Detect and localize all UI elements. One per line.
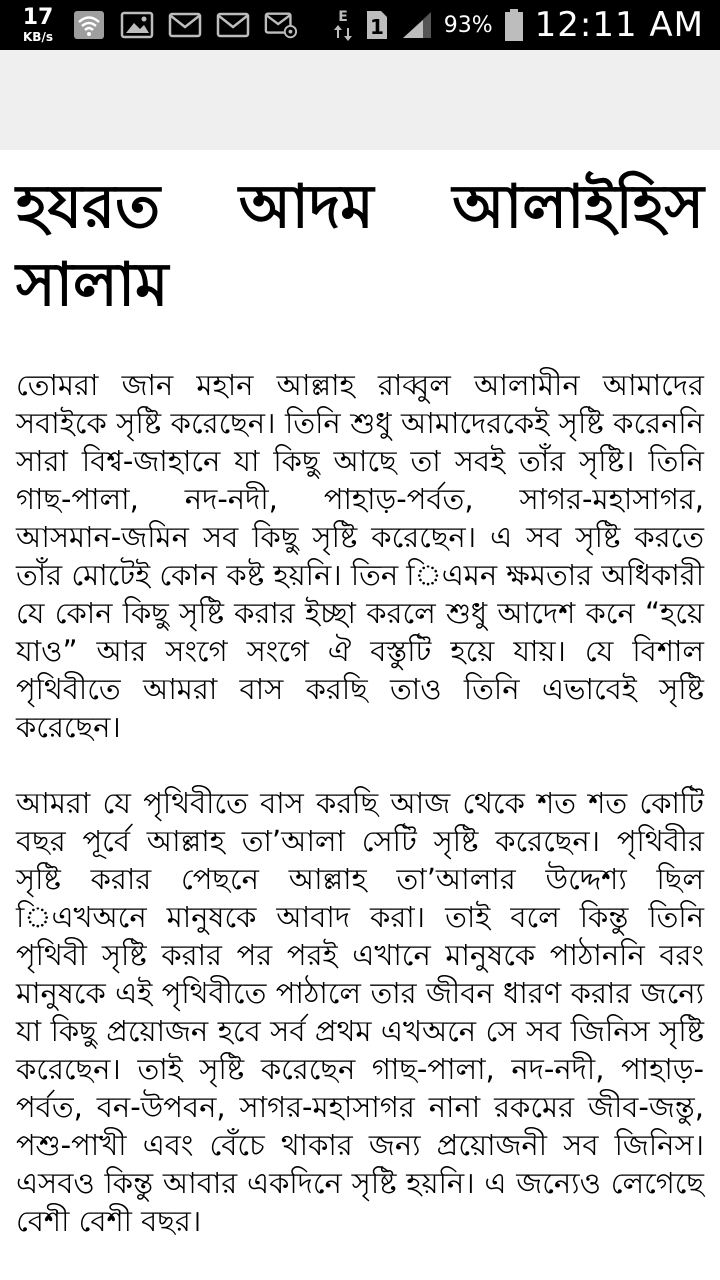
article-paragraph: তোমরা জান মহান আল্লাহ রাব্বুল আলামীন আমাদের সবাইকে সৃষ্টি করেছেন। তিনি শুধু আমাদেরকেই সৃষ্টি করেননি সারা বিশ্ব-জাহানে যা কিছু আছে তা সবই তাঁর সৃষ্টি। তিনি গাছ-পালা, নদ-নদী, পাহাড়-পর্বত, সাগর-মহাসাগর, আসমান-জমিন সব কিছু সৃষ্টি করেছেন। এ সব সৃষ্টি করতে তাঁর মোটেই কোন কষ্ট হয়নি। তিন িএমন ক্ষমতার অধিকারী যে কোন কিছু সৃষ্টি করার ইচ্ছা করলে শুধু আদেশ কনে “হয়ে যাও” আর সংগে সংগে ঐ বস্তুটি হয়ে যায়। যে বিশাল পৃথিবীতে আমরা বাস করছি তাও তিনি এভাবেই সৃষ্টি করেছেন। [16,368,704,744]
sim-icon [364,10,390,40]
battery-icon [503,10,525,40]
signal-icon [400,10,434,40]
status-bar-system [332,4,704,46]
app-bar [0,50,720,150]
data-arrows-icon [332,10,354,40]
email-icon [264,10,298,40]
article-title: হযরত আদম আলাইহিস সালাম [16,172,704,320]
image-icon [120,10,154,40]
article-paragraph: আমরা যে পৃথিবীতে বাস করছি আজ থেকে শত শত কোটি বছর পূর্বে আল্লাহ তা’আলা সেটি সৃষ্টি করেছেন। পৃথিবীর সৃষ্টি করার পেছনে আল্লাহ তা’আলার উদ্দেশ্য ছিল িএখঅনে মানুষকে আবাদ করা। তাই বলে কিন্তু তিনি পৃথিবী সৃষ্টি করার পর পরই এখানে মানুষকে পাঠাননি বরং মানুষকে এই পৃথিবীতে পাঠালে তার জীবন ধারণ করার জন্যে যা কিছু প্রয়োজন হবে সর্ব প্রথম এখঅনে সে সব জিনিস সৃষ্টি করেছেন। তাই সৃষ্টি করেছেন গাছ-পালা, নদ-নদী, পাহাড়-পর্বত, বন-উপবন, সাগর-মহাসাগর নানা রকমের জীব-জন্তু, পশু-পাখী এবং বেঁচে থাকার জন্য প্রয়োজনী সব জিনিস। এসবও কিন্তু আবার একদিনে সৃষ্টি হয়নি। এ জন্যেও লেগেছে বেশী বেশী বছর। [16,786,704,1238]
status-bar-notifications [18,4,298,46]
gmail-icon [168,10,202,40]
network-speed-value: 17 [22,5,54,30]
status-bar [0,0,720,50]
network-type-label: E [337,9,348,25]
gmail-icon [216,10,250,40]
wifi-icon [72,10,106,40]
sim-slot-label: 1 [369,15,384,39]
article-content[interactable] [0,150,720,1280]
network-speed-unit: KB/s [23,30,53,44]
battery-percent: 93% [443,12,493,38]
network-speed [18,7,58,43]
clock: 12:11 AM [534,5,704,45]
